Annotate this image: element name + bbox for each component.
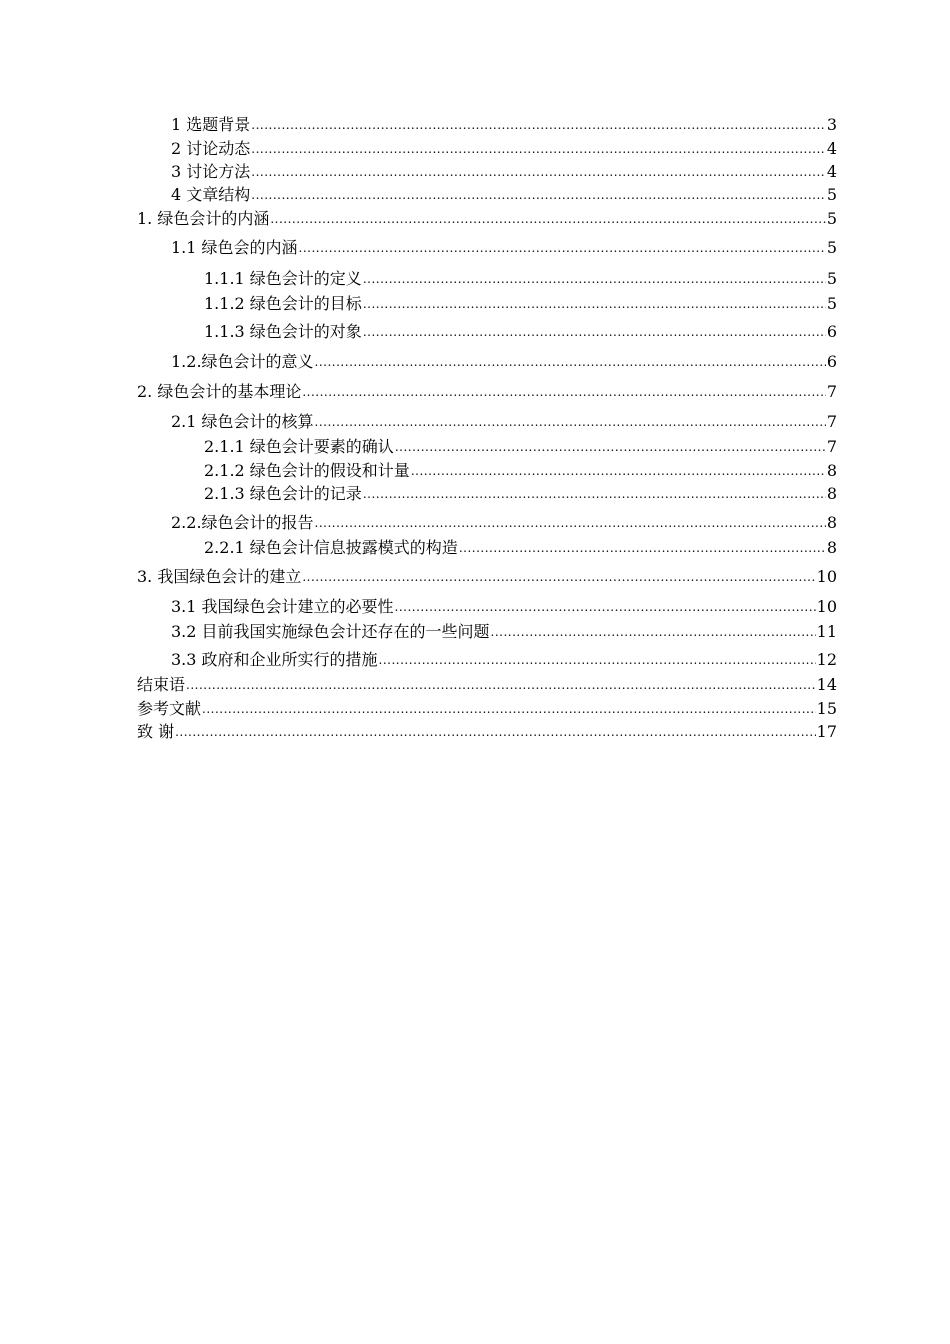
- toc-entry-page: 7: [826, 437, 837, 456]
- toc-entry-label: 致 谢: [137, 722, 175, 741]
- toc-entry-label: 2.1.3 绿色会计的记录: [204, 484, 362, 503]
- toc-entry-page: 3: [826, 115, 837, 134]
- toc-leader-dots: [299, 237, 826, 259]
- toc-leader-dots: [363, 268, 826, 290]
- toc-entry-2-2-1[interactable]: [204, 537, 837, 559]
- toc-entry-page: 8: [826, 461, 837, 480]
- toc-entry-page: 10: [816, 567, 837, 586]
- toc-entry-1-1-2[interactable]: [204, 293, 837, 315]
- toc-entry-1-1-1[interactable]: [204, 268, 837, 290]
- toc-entry-label: 2. 绿色会计的基本理论: [137, 382, 302, 401]
- toc-entry-1-1[interactable]: [171, 237, 837, 259]
- toc-entry-page: 12: [816, 650, 837, 669]
- toc-entry-chapter-3[interactable]: [137, 566, 837, 588]
- toc-entry-page: 14: [816, 675, 837, 694]
- toc-entry-label: 2 讨论动态: [171, 139, 251, 158]
- toc-leader-dots: [363, 483, 826, 505]
- toc-entry-page: 11: [816, 622, 837, 641]
- toc-entry-page: 17: [816, 722, 837, 741]
- toc-entry-3-1[interactable]: [171, 596, 837, 618]
- toc-leader-dots: [315, 351, 826, 373]
- toc-entry-1-1-3[interactable]: [204, 321, 837, 343]
- toc-leader-dots: [175, 721, 816, 743]
- toc-entry-label: 3.3 政府和企业所实行的措施: [171, 650, 378, 669]
- toc-entry-2-1-1[interactable]: [204, 436, 837, 458]
- toc-entry-label: 1.1.1 绿色会计的定义: [204, 269, 362, 288]
- toc-entry-chapter-2[interactable]: [137, 381, 837, 403]
- toc-entry-page: 4: [826, 139, 837, 158]
- toc-leader-dots: [363, 293, 826, 315]
- toc-entry-label: 参考文献: [137, 699, 202, 718]
- toc-leader-dots: [395, 596, 816, 618]
- toc-entry-3-3[interactable]: [171, 649, 837, 671]
- toc-entry-label: 1.1.3 绿色会计的对象: [204, 322, 362, 341]
- toc-entry-page: 7: [826, 382, 837, 401]
- toc-entry-label: 2.1.1 绿色会计要素的确认: [204, 437, 394, 456]
- toc-entry-research-methods[interactable]: [171, 161, 837, 183]
- toc-entry-label: 4 文章结构: [171, 185, 251, 204]
- toc-entry-3-2[interactable]: [171, 621, 837, 643]
- toc-entry-page: 7: [826, 412, 837, 431]
- toc-entry-page: 4: [826, 162, 837, 181]
- toc-leader-dots: [251, 161, 826, 183]
- toc-leader-dots: [251, 184, 826, 206]
- toc-leader-dots: [315, 512, 826, 534]
- toc-entry-research-trends[interactable]: [171, 138, 837, 160]
- toc-entry-page: 5: [826, 269, 837, 288]
- toc-entry-page: 5: [826, 238, 837, 257]
- toc-entry-label: 3.1 我国绿色会计建立的必要性: [171, 597, 394, 616]
- toc-leader-dots: [251, 114, 826, 136]
- toc-entry-page: 5: [826, 209, 837, 228]
- toc-entry-label: 3. 我国绿色会计的建立: [137, 567, 302, 586]
- toc-entry-conclusion[interactable]: [137, 674, 837, 696]
- toc-entry-1-2[interactable]: [171, 351, 837, 373]
- toc-entry-structure[interactable]: [171, 184, 837, 206]
- toc-leader-dots: [459, 537, 826, 559]
- toc-leader-dots: [379, 649, 816, 671]
- toc-entry-label: 1 选题背景: [171, 115, 251, 134]
- toc-leader-dots: [411, 460, 826, 482]
- toc-entry-label: 2.2.绿色会计的报告: [171, 513, 314, 532]
- toc-leader-dots: [363, 321, 826, 343]
- toc-entry-page: 8: [826, 484, 837, 503]
- toc-entry-label: 2.1.2 绿色会计的假设和计量: [204, 461, 410, 480]
- toc-leader-dots: [315, 411, 826, 433]
- toc-entry-page: 6: [826, 322, 837, 341]
- toc-entry-2-1-2[interactable]: [204, 460, 837, 482]
- toc-leader-dots: [491, 621, 816, 643]
- toc-leader-dots: [202, 698, 816, 720]
- toc-entry-acknowledgements[interactable]: [137, 721, 837, 743]
- toc-leader-dots: [302, 566, 815, 588]
- toc-entry-2-1[interactable]: [171, 411, 837, 433]
- toc-entry-label: 1.2.绿色会计的意义: [171, 352, 314, 371]
- toc-entry-chapter-1[interactable]: [137, 208, 837, 230]
- toc-entry-page: 6: [826, 352, 837, 371]
- toc-entry-page: 5: [826, 294, 837, 313]
- toc-entry-background[interactable]: [171, 114, 837, 136]
- toc-entry-label: 2.2.1 绿色会计信息披露模式的构造: [204, 538, 458, 557]
- toc-entry-label: 3.2 目前我国实施绿色会计还存在的一些问题: [171, 622, 490, 641]
- toc-entry-label: 1.1.2 绿色会计的目标: [204, 294, 362, 313]
- toc-leader-dots: [395, 436, 826, 458]
- toc-entry-label: 结束语: [137, 675, 186, 694]
- toc-entry-2-2[interactable]: [171, 512, 837, 534]
- toc-leader-dots: [302, 381, 825, 403]
- toc-entry-page: 5: [826, 185, 837, 204]
- toc-entry-page: 10: [816, 597, 837, 616]
- toc-entry-references[interactable]: [137, 698, 837, 720]
- toc-entry-label: 3 讨论方法: [171, 162, 251, 181]
- toc-leader-dots: [251, 138, 826, 160]
- toc-entry-page: 8: [826, 513, 837, 532]
- toc-entry-page: 15: [816, 699, 837, 718]
- toc-leader-dots: [270, 208, 825, 230]
- toc-entry-page: 8: [826, 538, 837, 557]
- toc-entry-2-1-3[interactable]: [204, 483, 837, 505]
- toc-entry-label: 1. 绿色会计的内涵: [137, 209, 270, 228]
- toc-entry-label: 2.1 绿色会计的核算: [171, 412, 314, 431]
- toc-entry-label: 1.1 绿色会的内涵: [171, 238, 298, 257]
- toc-leader-dots: [186, 674, 816, 696]
